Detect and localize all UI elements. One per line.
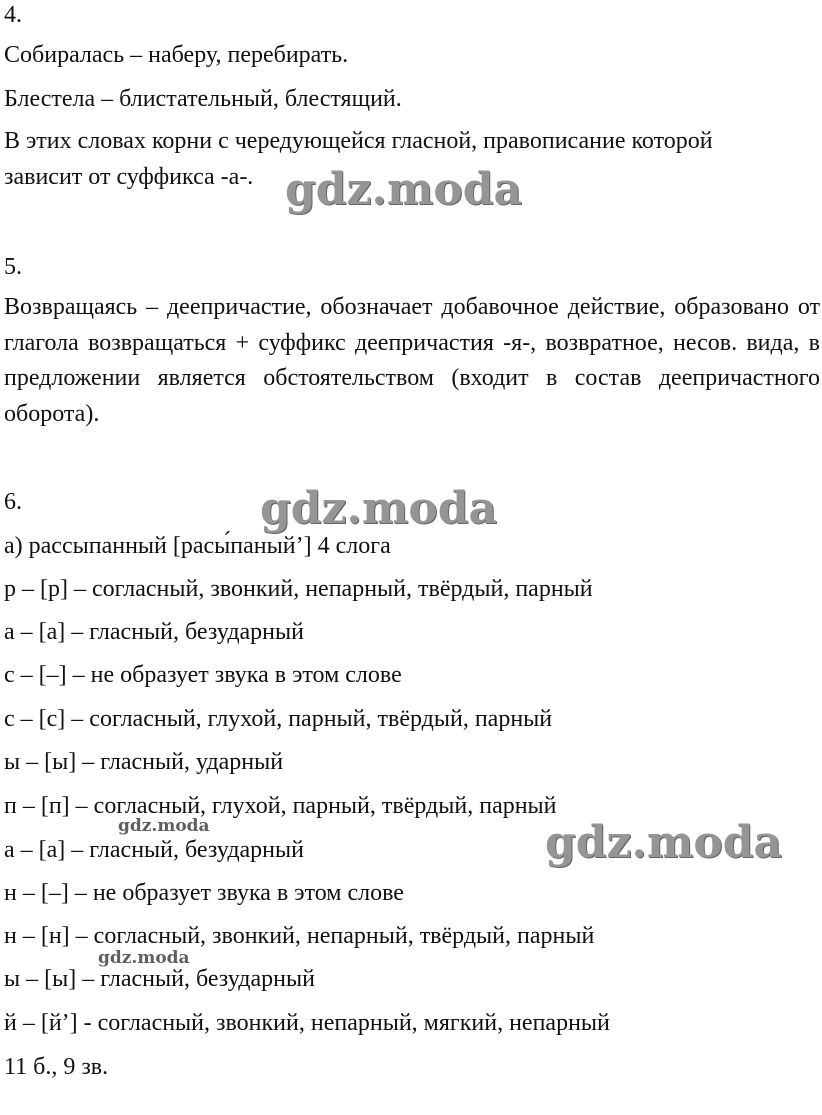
watermark-logo: gdz.moda (260, 483, 498, 534)
list-item: ы – [ы] – гласный, безударный (4, 966, 315, 992)
watermark-logo: gdz.moda (545, 817, 783, 868)
list-item: й – [й’] - согласный, звонкий, непарный, мягкий, непарный (4, 1010, 610, 1036)
list-item: р – [р] – согласный, звонкий, непарный, твёрдый, парный (4, 576, 593, 602)
section-5-number: 5. (4, 254, 22, 280)
watermark-logo: gdz.moda (285, 164, 523, 215)
list-item: н – [–] – не образует звука в этом слове (4, 880, 404, 906)
list-item: н – [н] – согласный, звонкий, непарный, твёрдый, парный (4, 923, 595, 949)
list-item: а – [а] – гласный, безударный (4, 837, 304, 863)
list-item: с – [с] – согласный, глухой, парный, твёрдый, парный (4, 706, 553, 732)
section-4-number: 4. (4, 2, 22, 28)
section-6-summary: 11 б., 9 зв. (4, 1054, 109, 1080)
section-6-header: а) рассыпанный [расы́паный’] 4 слога (4, 533, 391, 559)
section-4-line-1: Собиралась – наберу, перебирать. (4, 42, 349, 68)
section-4-line-2: Блестела – блистательный, блестящий. (4, 86, 402, 112)
section-4-paragraph-line-2: зависит от суффикса -а-. (4, 164, 254, 190)
list-item: а – [а] – гласный, безударный (4, 619, 304, 645)
list-item: п – [п] – согласный, глухой, парный, твёрдый, парный (4, 793, 557, 819)
watermark-logo-small: gdz.moda (118, 816, 210, 836)
watermark-logo-small: gdz.moda (98, 948, 190, 968)
section-4-paragraph-line-1: В этих словах корни с чередующейся гласной, правописание которой (4, 128, 713, 154)
section-5-paragraph: Возвращаясь – деепричастие, обозначает добавочное действие, образовано от глагола возвращаться + суффикс деепричастия -я-, возвратное, несов. вида, в предложении является обстоятельством (входит в состав деепричастного оборота). (4, 294, 820, 427)
section-6-number: 6. (4, 489, 22, 515)
list-item: с – [–] – не образует звука в этом слове (4, 662, 402, 688)
list-item: ы – [ы] – гласный, ударный (4, 749, 284, 775)
